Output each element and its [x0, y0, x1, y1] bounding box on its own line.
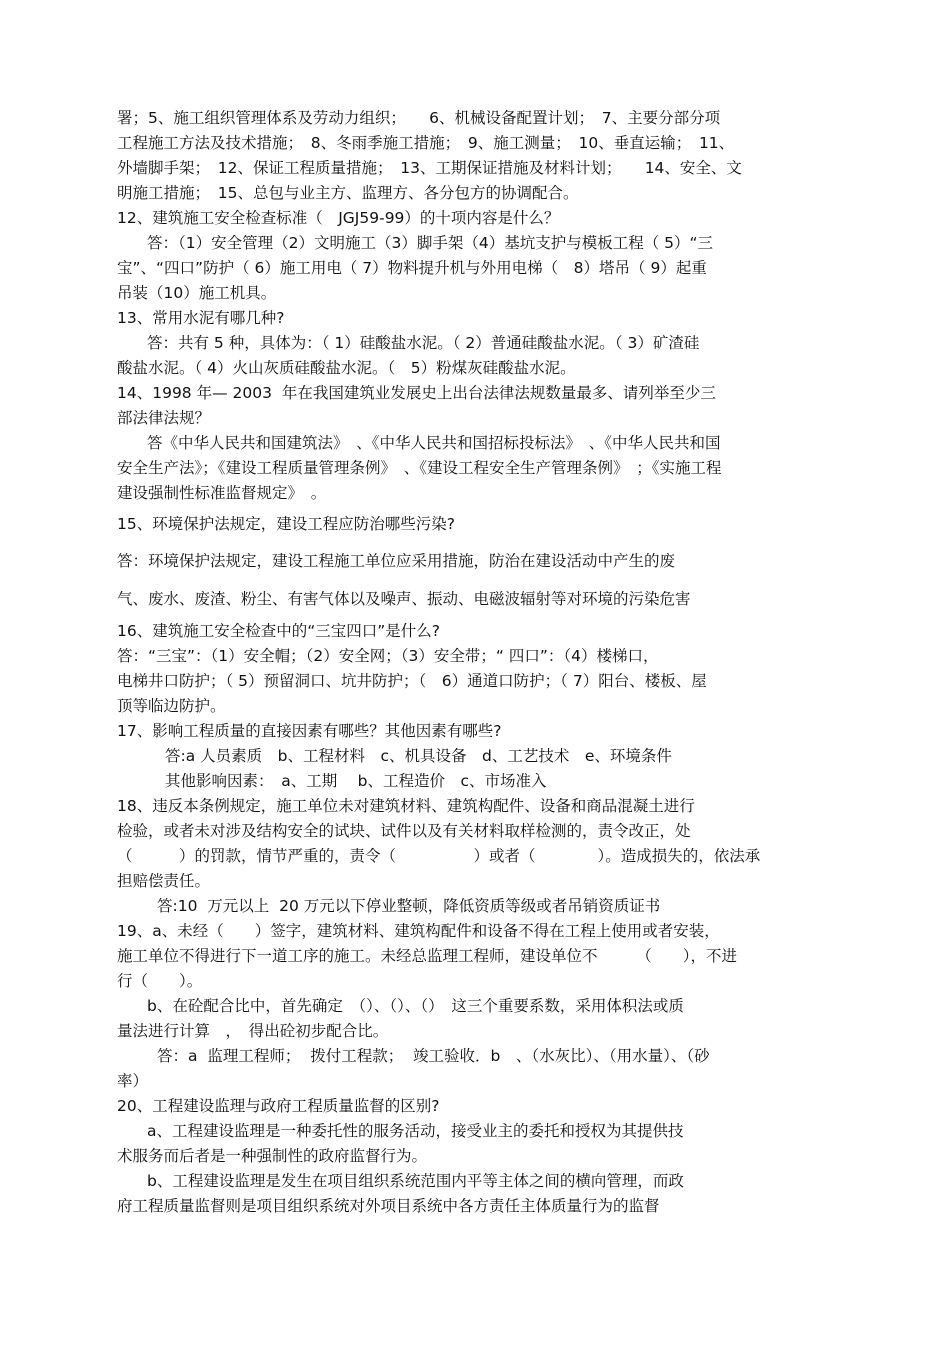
- answer-line: 答:10 万元以上 20 万元以下停业整顿，降低资质等级或者吊销资质证书: [157, 897, 661, 915]
- text-line: 宝”、“四口”防护（ 6）施工用电（ 7）物料提升机与外用电梯（ 8）塔吊（ 9）起重: [117, 259, 707, 277]
- text-line: 署；5、施工组织管理体系及劳动力组织； 6、机械设备配置计划； 7、主要分部分项: [117, 109, 721, 127]
- answer-line: 答：（1）安全管理（2）文明施工（3）脚手架（4）基坑支护与模板工程（ 5）“三: [147, 234, 714, 252]
- question-heading: 12、建筑施工安全检查标准（ JGJ59-99）的十项内容是什么？: [117, 209, 560, 227]
- text-line: 府工程质量监督则是项目组织系统对外项目系统中各方责任主体质量行为的监督: [117, 1197, 660, 1215]
- question-heading: 16、建筑施工安全检查中的“三宝四口”是什么?: [117, 622, 441, 640]
- text-line: 行（ ）。: [117, 972, 203, 990]
- text-line: 电梯井口防护；（ 5）预留洞口、坑井防护；（ 6）通道口防护；（ 7）阳台、楼板、屋: [117, 672, 707, 690]
- text-line: 量法进行计算 ， 得出砼初步配合比。: [117, 1022, 389, 1040]
- text-line: （ ）的罚款，情节严重的，责令（ ）或者（ ）。造成损失的，依法承: [117, 847, 761, 865]
- question-heading: 15、环境保护法规定，建设工程应防治哪些污染?: [117, 515, 455, 533]
- text-line: 安全生产法》；《建设工程质量管理条例》 、《建设工程安全生产管理条例》 ；《实施工程: [117, 459, 722, 477]
- question-heading: 18、违反本条例规定，施工单位未对建筑材料、建筑构配件、设备和商品混凝土进行: [117, 797, 695, 815]
- question-heading: 14、1998 年— 2003 年在我国建筑业发展史上出台法律法规数量最多、请列举至少三: [117, 384, 716, 402]
- text-line: 顶等临边防护。: [117, 697, 226, 715]
- text-line: 率）: [117, 1072, 149, 1090]
- text-line: 明施工措施； 15、总包与业主方、监理方、各分包方的协调配合。: [117, 184, 579, 202]
- text-line: 检验，或者未对涉及结构安全的试块、试件以及有关材料取样检测的，责令改正，处: [117, 822, 691, 840]
- answer-line: b、工程建设监理是发生在项目组织系统范围内平等主体之间的横向管理，而政: [147, 1172, 684, 1190]
- text-line: b、在砼配合比中，首先确定 （）、（）、（） 这三个重要系数，采用体积法或质: [147, 997, 684, 1015]
- text-line: 吊装（10）施工机具。: [117, 284, 277, 302]
- answer-line: 答：共有 5 种，具体为：（ 1）硅酸盐水泥。（ 2）普通硅酸盐水泥。（ 3）矿渣硅: [147, 334, 700, 352]
- text-line: 工程施工方法及技术措施； 8、冬雨季施工措施； 9、施工测量； 10、垂直运输； 11、: [117, 134, 735, 152]
- answer-line: 答：环境保护法规定，建设工程施工单位应采用措施，防治在建设活动中产生的废: [117, 552, 676, 570]
- answer-line: a、工程建设监理是一种委托性的服务活动，接受业主的委托和授权为其提供技: [147, 1122, 684, 1140]
- text-line: 其他影响因素： a、工期 b、工程造价 c、市场准入: [165, 772, 547, 790]
- text-line: 担赔偿责任。: [117, 872, 211, 890]
- question-heading: 20、工程建设监理与政府工程质量监督的区别?: [117, 1097, 440, 1115]
- text-line: 外墙脚手架； 12、保证工程质量措施； 13、工期保证措施及材料计划； 14、安全、文: [117, 159, 742, 177]
- text-line: 部法律法规？: [117, 409, 211, 427]
- answer-line: 答：“三宝”：（1）安全帽；（2）安全网；（3）安全带；“ 四口”：（4）楼梯口，: [117, 647, 659, 665]
- text-line: 气、废水、废渣、粉尘、有害气体以及噪声、振动、电磁波辐射等对环境的污染危害: [117, 590, 691, 608]
- answer-line: 答:a 人员素质 b、工程材料 c、机具设备 d、工艺技术 e、环境条件: [165, 747, 672, 765]
- question-heading: 13、常用水泥有哪几种?: [117, 309, 285, 327]
- text-line: 施工单位不得进行下一道工序的施工。未经总监理工程师，建设单位不 （ ），不进: [117, 947, 738, 965]
- answer-line: 答：a 监理工程师； 拨付工程款； 竣工验收．b 、（水灰比）、（用水量）、（砂: [157, 1047, 710, 1065]
- question-heading: 17、影响工程质量的直接因素有哪些？其他因素有哪些?: [117, 722, 502, 740]
- text-line: 酸盐水泥。（ 4）火山灰质硅酸盐水泥。（ 5）粉煤灰硅酸盐水泥。: [117, 359, 576, 377]
- answer-line: 答《中华人民共和国建筑法》 、《中华人民共和国招标投标法》 、《中华人民共和国: [147, 434, 721, 452]
- question-heading: 19、a、未经（ ）签字，建筑材料、建筑构配件和设备不得在工程上使用或者安装，: [117, 922, 720, 940]
- text-line: 术服务而后者是一种强制性的政府监督行为。: [117, 1147, 428, 1165]
- text-line: 建设强制性标准监督规定》 。: [117, 484, 327, 502]
